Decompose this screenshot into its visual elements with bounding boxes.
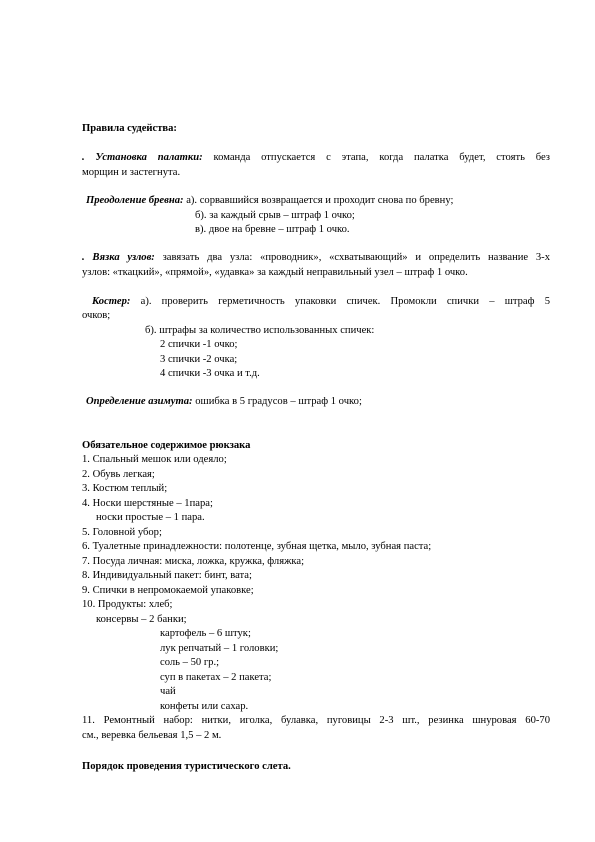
backpack-item: 7. Посуда личная: миска, ложка, кружка, фляжка; bbox=[82, 556, 305, 567]
backpack-item: 4. Носки шерстяные – 1пара; bbox=[82, 498, 213, 509]
backpack-item: консервы – 2 банки; bbox=[96, 614, 187, 625]
tent-rule-line-1 bbox=[82, 151, 550, 164]
repair-kit-line-2: см., веревка бельевая 1,5 – 2 м. bbox=[82, 730, 222, 741]
azimuth-rule bbox=[86, 395, 362, 408]
backpack-item: соль – 50 гр.; bbox=[160, 657, 220, 668]
log-text-a: а). сорвавшийся возвращается и проходит снова по бревну; bbox=[183, 195, 454, 206]
azimuth-label: Определение азимута: bbox=[86, 396, 193, 407]
backpack-heading: Обязательное содержимое рюкзака bbox=[82, 440, 251, 451]
fire-item: 4 спички -3 очка и т.д. bbox=[160, 368, 260, 379]
backpack-item: лук репчатый – 1 головки; bbox=[160, 643, 279, 654]
fire-rule-b: б). штрафы за количество использованных спичек: bbox=[145, 325, 375, 336]
knots-text: завязать два узла: «проводник», «схватывающий» и определить название 3-х bbox=[154, 252, 551, 263]
log-label: Преодоление бревна: bbox=[86, 195, 184, 206]
rules-heading: Правила судейства: bbox=[82, 123, 177, 134]
fire-label: Костер: bbox=[92, 296, 131, 307]
procedure-heading: Порядок проведения туристического слета. bbox=[82, 761, 291, 772]
knots-label: . Вязка узлов: bbox=[82, 252, 155, 263]
knots-rule-line-2: узлов: «ткацкий», «прямой», «удавка» за каждый неправильный узел – штраф 1 очко. bbox=[82, 267, 468, 278]
fire-item: 3 спички -2 очка; bbox=[160, 354, 238, 365]
backpack-item: 6. Туалетные принадлежности: полотенце, зубная щетка, мыло, зубная паста; bbox=[82, 541, 432, 552]
backpack-item: 2. Обувь легкая; bbox=[82, 469, 155, 480]
log-rule-a bbox=[86, 194, 453, 207]
backpack-item: конфеты или сахар. bbox=[160, 701, 249, 712]
fire-rule-line-1 bbox=[92, 295, 550, 308]
backpack-item: 9. Спички в непромокаемой упаковке; bbox=[82, 585, 254, 596]
log-rule-b: б). за каждый срыв – штраф 1 очко; bbox=[195, 210, 355, 221]
backpack-item: 10. Продукты: хлеб; bbox=[82, 599, 173, 610]
backpack-item: 1. Спальный мешок или одеяло; bbox=[82, 454, 227, 465]
backpack-item: чай bbox=[160, 686, 176, 697]
knots-rule-line-1 bbox=[82, 251, 550, 264]
backpack-item: 5. Головной убор; bbox=[82, 527, 162, 538]
backpack-item: суп в пакетах – 2 пакета; bbox=[160, 672, 272, 683]
backpack-item: картофель – 6 штук; bbox=[160, 628, 251, 639]
backpack-item: носки простые – 1 пара. bbox=[96, 512, 205, 523]
log-rule-c: в). двое на бревне – штраф 1 очко. bbox=[195, 224, 350, 235]
fire-item: 2 спички -1 очко; bbox=[160, 339, 238, 350]
backpack-item: 3. Костюм теплый; bbox=[82, 483, 168, 494]
tent-rule-line-2: морщин и застегнута. bbox=[82, 167, 181, 178]
repair-kit-line-1: 11. Ремонтный набор: нитки, иголка, булавка, пуговицы 2-3 шт., резинка шнуровая 60-70 bbox=[82, 715, 550, 726]
fire-rule-line-2: очков; bbox=[82, 310, 111, 321]
backpack-item: 8. Индивидуальный пакет: бинт, вата; bbox=[82, 570, 252, 581]
fire-text: а). проверить герметичность упаковки спичек. Промокли спички – штраф 5 bbox=[130, 296, 550, 307]
tent-text: команда отпускается с этапа, когда палатка будет, стоять без bbox=[202, 152, 550, 163]
tent-label: . Установка палатки: bbox=[82, 152, 203, 163]
azimuth-text: ошибка в 5 градусов – штраф 1 очко; bbox=[192, 396, 362, 407]
